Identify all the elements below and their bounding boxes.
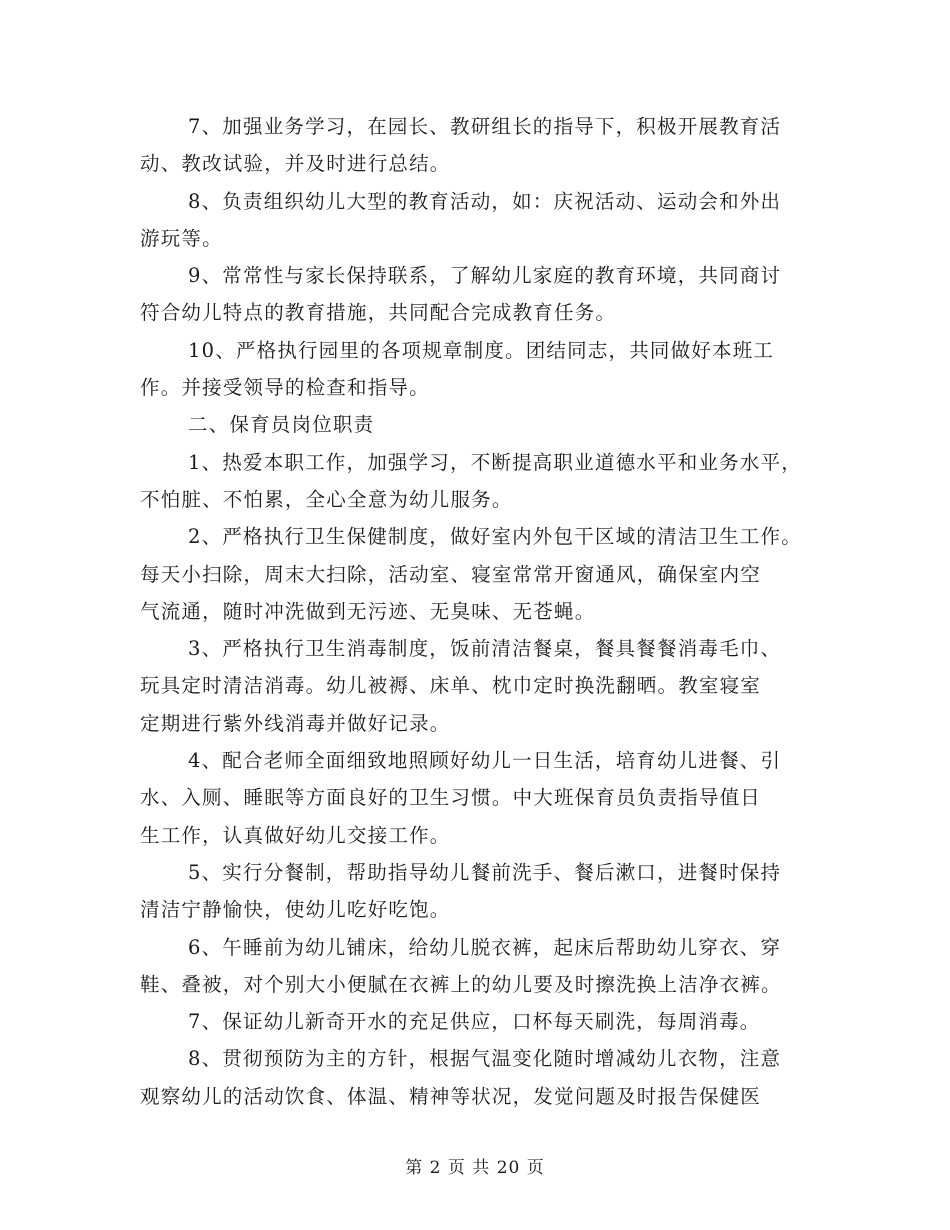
text-line: 每天小扫除，周末大扫除，活动室、寝室常常开窗通风，确保室内空 — [140, 562, 762, 586]
text-line: 作。并接受领导的检查和指导。 — [140, 376, 430, 400]
text-line: 7、保证幼儿新奇开水的充足供应，口杯每天刷洗，每周消毒。 — [188, 1010, 761, 1034]
text-line: 二、保育员岗位职责 — [188, 413, 375, 437]
text-line: 9、常常性与家长保持联系，了解幼儿家庭的教育环境，共同商讨 — [188, 264, 782, 288]
text-line: 水、入厕、睡眠等方面良好的卫生习惯。中大班保育员负责指导值日 — [140, 786, 762, 810]
text-line: 观察幼儿的活动饮食、体温、精神等状况，发觉问题及时报告保健医 — [140, 1084, 762, 1108]
text-line: 10、严格执行园里的各项规章制度。团结同志，共同做好本班工 — [188, 338, 775, 362]
text-line: 清洁宁静愉快，使幼儿吃好吃饱。 — [140, 898, 451, 922]
text-line: 气流通，随时冲洗做到无污迹、无臭味、无苍蝇。 — [140, 599, 596, 623]
text-line: 玩具定时清洁消毒。幼儿被褥、床单、枕巾定时换洗翻晒。教室寝室 — [140, 674, 762, 698]
text-line: 不怕脏、不怕累，全心全意为幼儿服务。 — [140, 487, 513, 511]
text-line: 鞋、叠被，对个别大小便腻在衣裤上的幼儿要及时擦洗换上洁净衣裤。 — [140, 972, 782, 996]
text-line: 8、贯彻预防为主的方针，根据气温变化随时增减幼儿衣物，注意 — [188, 1047, 782, 1071]
text-line: 3、严格执行卫生消毒制度，饭前清洁餐桌，餐具餐餐消毒毛巾、 — [188, 637, 782, 661]
text-line: 5、实行分餐制，帮助指导幼儿餐前洗手、餐后漱口，进餐时保持 — [188, 860, 782, 884]
text-line: 游玩等。 — [140, 226, 223, 250]
text-line: 4、配合老师全面细致地照顾好幼儿一日生活，培育幼儿进餐、引 — [188, 749, 782, 773]
text-line: 8、负责组织幼儿大型的教育活动，如：庆祝活动、运动会和外出 — [188, 189, 782, 213]
text-line: 1、热爱本职工作，加强学习，不断提高职业道德水平和业务水平， — [188, 450, 802, 474]
text-line: 2、严格执行卫生保健制度，做好室内外包干区域的清洁卫生工作。 — [188, 525, 802, 549]
text-line: 符合幼儿特点的教育措施，共同配合完成教育任务。 — [140, 301, 617, 325]
text-line: 6、午睡前为幼儿铺床，给幼儿脱衣裤，起床后帮助幼儿穿衣、穿 — [188, 935, 782, 959]
text-line: 7、加强业务学习，在园长、教研组长的指导下，积极开展教育活 — [188, 115, 782, 138]
text-line: 定期进行紫外线消毒并做好记录。 — [140, 711, 451, 735]
text-line: 动、教改试验，并及时进行总结。 — [140, 152, 451, 176]
text-line: 生工作，认真做好幼儿交接工作。 — [140, 823, 451, 847]
page-footer: 第 2 页 共 20 页 — [405, 1158, 545, 1178]
document-body — [140, 108, 820, 1115]
